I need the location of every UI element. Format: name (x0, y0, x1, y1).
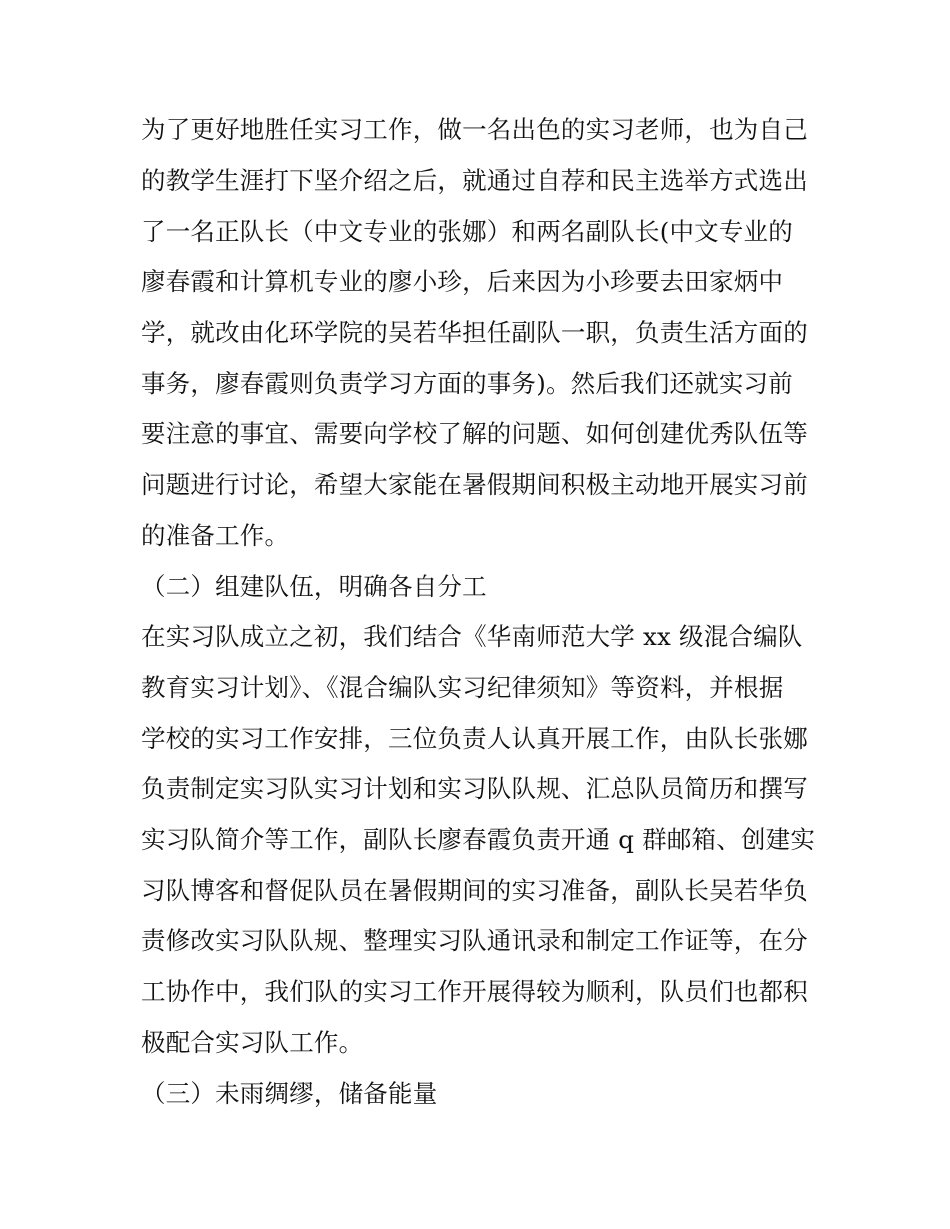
section-heading: （三）未雨绸缪，储备能量 (141, 1079, 438, 1108)
text-line: 教育实习计划》、《混合编队实习纪律须知》等资料，并根据 (141, 673, 784, 702)
text-line: 习队博客和督促队员在暑假期间的实习准备，副队长吴若华负 (141, 876, 808, 905)
text-line: 学校的实习工作安排，三位负责人认真开展工作，由队长张娜 (141, 724, 808, 753)
text-line: 极配合实习队工作。 (141, 1028, 364, 1057)
text-line: 学，就改由化环学院的吴若华担任副队一职，负责生活方面的 (141, 318, 808, 347)
text-line: 实习队简介等工作，副队长廖春霞负责开通 q 群邮箱、创建实 (141, 825, 816, 854)
text-line: 在实习队成立之初，我们结合《华南师范大学 xx 级混合编队 (141, 622, 803, 651)
text-line: 为了更好地胜任实习工作，做一名出色的实习老师，也为自己 (141, 115, 808, 144)
text-line: 工协作中，我们队的实习工作开展得较为顺利，队员们也都积 (141, 977, 808, 1006)
text-line: 要注意的事宜、需要向学校了解的问题、如何创建优秀队伍等 (141, 419, 808, 448)
text-line: 负责制定实习队实习计划和实习队队规、汇总队员简历和撰写 (141, 774, 808, 803)
text-line: 的教学生涯打下坚介绍之后，就通过自荐和民主选举方式选出 (141, 166, 808, 195)
section-heading: （二）组建队伍，明确各自分工 (141, 572, 487, 601)
text-line: 问题进行讨论，希望大家能在暑假期间积极主动地开展实习前 (141, 470, 808, 499)
text-line: 责修改实习队队规、整理实习队通讯录和制定工作证等，在分 (141, 926, 808, 955)
text-line: 的准备工作。 (141, 521, 290, 550)
text-line: 事务，廖春霞则负责学习方面的事务)。然后我们还就实习前 (141, 369, 793, 398)
text-line: 了一名正队长（中文专业的张娜）和两名副队长(中文专业的 (141, 217, 793, 246)
text-line: 廖春霞和计算机专业的廖小珍，后来因为小珍要去田家炳中 (141, 267, 784, 296)
